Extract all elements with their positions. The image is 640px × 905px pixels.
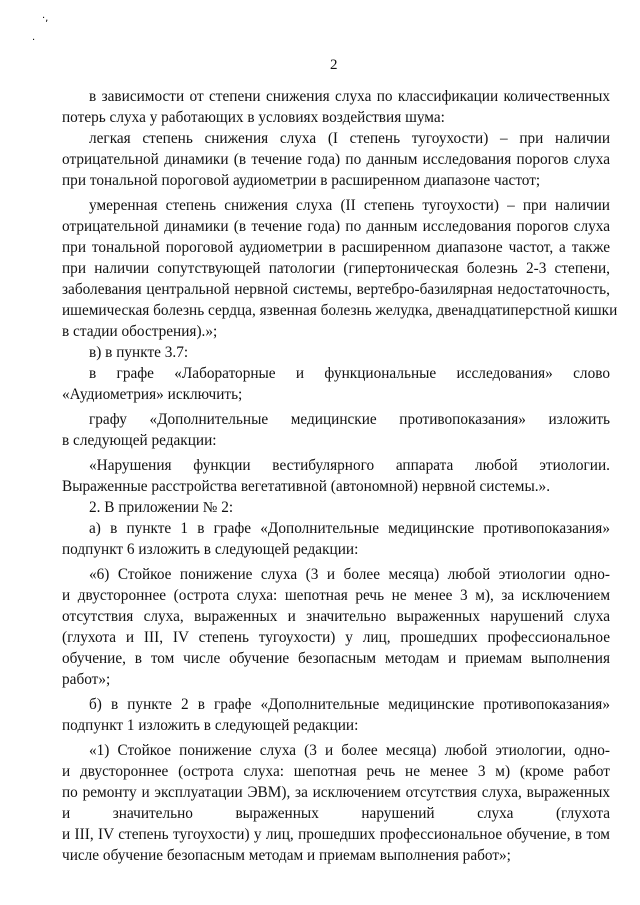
text-line: в зависимости от степени снижения слуха по классификации количественных	[89, 88, 610, 105]
text-line: по ремонту и эксплуатации ЭВМ), за исключением отсутствия слуха, выраженных	[62, 784, 610, 801]
text-line: и двустороннее (острота слуха: шепотная речь не менее 3 м), за исключением	[62, 587, 610, 604]
text-line: при тональной пороговой аудиометрии в расширенном диапазоне частот, а также	[62, 239, 610, 256]
text-line: подпункт 1 изложить в следующей редакции:	[62, 717, 359, 734]
text-line: (глухота и III, IV степень тугоухости) у лиц, прошедших профессиональное	[62, 629, 610, 646]
text-line: «Нарушения функции вестибулярного аппарата любой этиологии.	[89, 457, 610, 474]
text-line: «Аудиометрия» исключить;	[62, 386, 243, 403]
document-body	[62, 86, 618, 866]
page-number: 2	[330, 57, 338, 73]
text-line: в) в пункте 3.7:	[89, 344, 189, 361]
text-line: Выраженные расстройства вегетативной (автономной) нервной системы.».	[62, 478, 551, 495]
text-line: графу «Дополнительные медицинские противопоказания» изложить	[89, 411, 610, 428]
text-line: в стадии обострения).»;	[62, 323, 218, 340]
text-line: и III, IV степень тугоухости) у лиц, прошедших профессиональное обучение, в том	[62, 826, 610, 843]
text-line: обучение, в том числе обучение безопасным методам и приемам выполнения	[62, 650, 610, 667]
text-line: при тональной пороговой аудиометрии в расширенном диапазоне частот;	[62, 172, 541, 189]
scan-mark: ·	[32, 35, 36, 46]
text-line: работ»;	[62, 671, 111, 688]
text-line: «6) Стойкое понижение слуха (3 и более месяца) любой этиологии одно-	[89, 566, 610, 583]
text-line: а) в пункте 1 в графе «Дополнительные медицинские противопоказания»	[89, 520, 610, 537]
text-line: и значительно выраженных нарушений слуха (глухота	[62, 805, 610, 822]
text-line: числе обучение безопасным методам и приемам выполнения работ»;	[62, 847, 511, 864]
text-line: потерь слуха у работающих в условиях воздействия шума:	[62, 109, 445, 126]
text-line: отсутствия слуха, выраженных и значительно выраженных нарушений слуха	[62, 608, 610, 625]
text-line: «1) Стойкое понижение слуха (3 и более месяца) любой этиологии, одно-	[89, 742, 610, 759]
text-line: ишемическая болезнь сердца, язвенная болезнь желудка, двенадцатиперстной кишки	[62, 302, 618, 319]
text-line: отрицательной динамики (в течение года) по данным исследования порогов слуха	[62, 218, 610, 235]
text-line: отрицательной динамики (в течение года) по данным исследования порогов слуха	[62, 151, 610, 168]
text-line: умеренная степень снижения слуха (II степень тугоухости) – при наличии	[89, 197, 610, 214]
text-line: в графе «Лабораторные и функциональные исследования» слово	[89, 365, 610, 382]
text-line: подпункт 6 изложить в следующей редакции:	[62, 541, 359, 558]
text-line: заболевания центральной нервной системы, вертебро-базилярная недостаточность,	[62, 281, 610, 298]
text-line: в следующей редакции:	[62, 432, 217, 449]
text-line: легкая степень снижения слуха (I степень тугоухости) – при наличии	[89, 130, 610, 147]
text-line: б) в пункте 2 в графе «Дополнительные медицинские противопоказания»	[89, 696, 610, 713]
scan-mark: ·,	[42, 13, 49, 24]
text-line: и двустороннее (острота слуха: шепотная речь не менее 3 м) (кроме работ	[62, 763, 610, 780]
text-line: 2. В приложении № 2:	[89, 499, 234, 516]
text-line: при наличии сопутствующей патологии (гипертоническая болезнь 2-3 степени,	[62, 260, 610, 277]
